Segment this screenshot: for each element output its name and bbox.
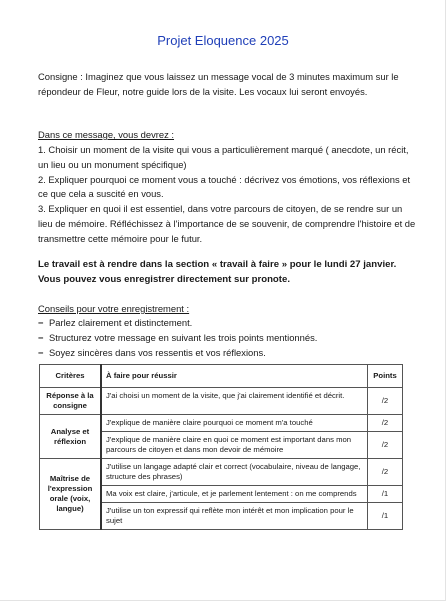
instruction-item: 2. Expliquer pourquoi ce moment vous a touché : décrivez vos émotions, vos réflexions et ce que cela a suscité en vous. [38,173,411,200]
task-cell: J'explique de manière claire pourquoi ce moment m'a touché [101,415,368,432]
consigne-paragraph: Consigne : Imaginez que vous laissez un message vocal de 3 minutes maximum sur le répondeur de Fleur, notre guide lors de la visite. Les vocaux lui seront envoyés. [38,71,399,97]
task-cell: J'utilise un langage adapté clair et correct (vocabulaire, niveau de langage, structure des phrases) [101,459,368,486]
advice-item [38,331,418,346]
points-cell: /2 [368,415,403,432]
deadline-paragraph: Le travail est à rendre dans la section « travail à faire » pour le lundi 27 janvier. Vous pouvez vous enregistrer directement sur pronote. [38,259,397,285]
task-cell: J'utilise un ton expressif qui reflète mon intérêt et mon implication pour le sujet [101,503,368,530]
table-row [40,415,403,432]
grading-rubric-table [39,364,403,530]
advice-item [38,346,418,361]
table-row [40,388,403,415]
task-cell: J'explique de manière claire en quoi ce moment est important dans mon parcours de citoyen et dans mon devoir de mémoire [101,432,368,459]
instructions-list [38,143,418,247]
criterion-cell: Maîtrise de l'expression orale (voix, langue) [40,459,102,530]
table-header-row [40,365,403,388]
dash-bullet: − [38,317,44,328]
header-task: À faire pour réussir [101,365,368,388]
criterion-cell: Analyse et réflexion [40,415,102,459]
points-cell: /2 [368,459,403,486]
document-title: Projet Eloquence 2025 [157,33,289,48]
advice-list [38,316,418,360]
points-cell: /1 [368,486,403,503]
advice-heading: Conseils pour votre enregistrement : [38,303,190,314]
task-cell: Ma voix est claire, j'articule, et je parlement lentement : on me comprends [101,486,368,503]
advice-item [38,316,418,331]
task-cell: J'ai choisi un moment de la visite, que j'ai clairement identifié et décrit. [101,388,368,415]
instruction-item: 3. Expliquer en quoi il est essentiel, dans votre parcours de citoyen, de se rendre sur un lieu de mémoire. Réfléchissez à l'importance de se souvenir, de comprendre l'histoire et de transmettre cette mémoire pour le futur. [38,203,416,244]
points-cell: /2 [368,432,403,459]
table-row [40,459,403,486]
dash-bullet: − [38,331,44,343]
points-cell: /1 [368,503,403,530]
dash-bullet: − [38,346,44,358]
advice-text: Structurez votre message en suivant les trois points mentionnés. [49,331,318,343]
criterion-cell: Réponse à la consigne [40,388,102,415]
header-criteria: Critères [40,365,102,388]
advice-text: Parlez clairement et distinctement. [49,317,193,328]
points-cell: /2 [368,388,403,415]
instruction-item: 1. Choisir un moment de la visite qui vous a particulièrement marqué ( anecdote, un récit, un lieu ou un monument spécifique) [38,144,409,170]
advice-text: Soyez sincères dans vos ressentis et vos réflexions. [49,346,266,358]
instructions-heading: Dans ce message, vous devrez : [38,129,175,140]
header-points: Points [368,365,403,388]
